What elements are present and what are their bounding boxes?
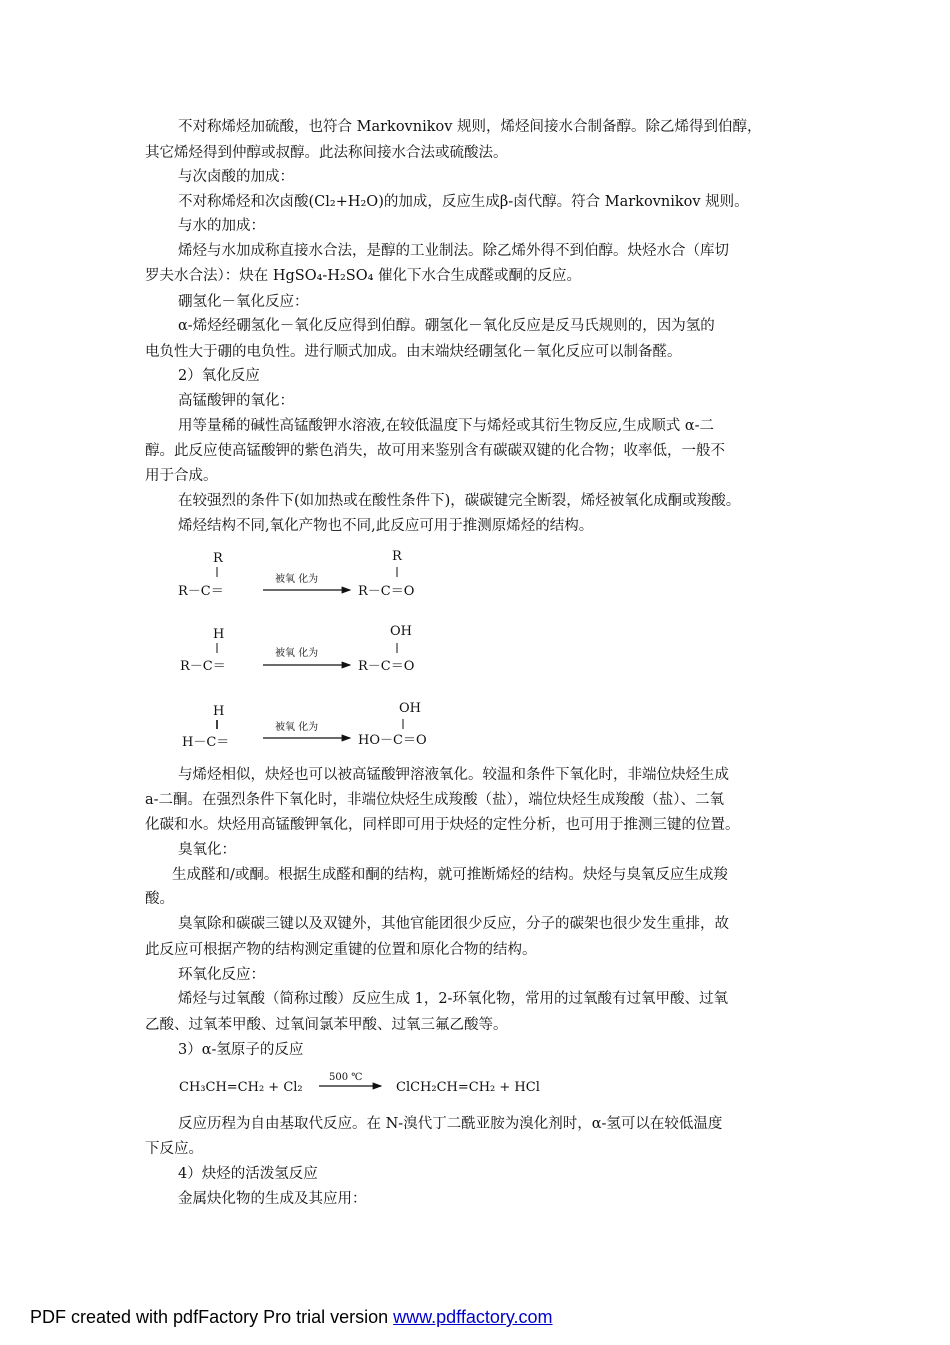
section-heading: 臭氧化： (178, 842, 236, 858)
product-formula: HO－C＝O (358, 733, 427, 748)
section-heading: 高锰酸钾的氧化： (178, 393, 294, 409)
paragraph-line: 乙酸、过氧苯甲酸、过氧间氯苯甲酸、过氧三氟乙酸等。 (145, 1017, 508, 1033)
footer-text: PDF created with pdfFactory Pro trial version (30, 1307, 394, 1327)
paragraph-line: 在较强烈的条件下(如加热或在酸性条件下)，碳碳键完全断裂，烯烃被氧化成酮或羧酸。 (178, 493, 741, 509)
equation-reactants: CH₃CH=CH₂ + Cl₂ (179, 1080, 303, 1095)
paragraph-line: 生成醛和/或酮。根据生成醛和酮的结构，就可推断烯烃的结构。炔烃与臭氧反应生成羧 (172, 867, 728, 883)
paragraph-line: 用等量稀的碱性高锰酸钾水溶液,在较低温度下与烯烃或其衍生物反应,生成顺式 α-二 (178, 418, 715, 434)
paragraph-line: 此反应可根据产物的结构测定重键的位置和原化合物的结构。 (145, 942, 537, 958)
oxidation-reaction-diagram (170, 545, 470, 755)
product-top: OH (399, 701, 421, 716)
reactant-formula: R－C＝ (178, 584, 224, 599)
section-heading: 2）氧化反应 (178, 368, 260, 384)
reaction-row-3 (182, 701, 427, 750)
paragraph-line: 烯烃与水加成称直接水合法，是醇的工业制法。除乙烯外得不到伯醇。炔烃水合（库切 (178, 243, 729, 259)
paragraph-line: 化碳和水。炔烃用高锰酸钾氧化，同样即可用于炔烃的定性分析，也可用于推测三键的位置。 (145, 817, 740, 833)
paragraph-line: 臭氧除和碳碳三键以及双键外，其他官能团很少反应，分子的碳架也很少发生重排，故 (178, 916, 729, 932)
paragraph-line: 烯烃结构不同,氧化产物也不同,此反应可用于推测原烯烃的结构。 (178, 518, 594, 534)
paragraph-line: 下反应。 (145, 1141, 203, 1157)
substituent-top: R (213, 551, 223, 566)
footer-link[interactable]: www.pdffactory.com (393, 1307, 553, 1327)
paragraph-line: 用于合成。 (145, 468, 218, 484)
section-heading: 与水的加成： (178, 218, 265, 234)
paragraph-line: α-烯烃经硼氢化－氧化反应得到伯醇。硼氢化－氧化反应是反马氏规则的，因为氢的 (178, 318, 715, 334)
paragraph-line: 罗夫水合法）：炔在 HgSO₄-H₂SO₄ 催化下水合生成醛或酮的反应。 (145, 268, 582, 284)
paragraph-line: 不对称烯烃加硫酸，也符合 Markovnikov 规则，烯烃间接水合制备醇。除乙烯得到伯醇， (178, 119, 762, 135)
paragraph-line: 不对称烯烃和次卤酸(Cl₂+H₂O)的加成，反应生成β-卤代醇。符合 Markovnikov 规则。 (178, 194, 749, 210)
section-heading: 3）α-氢原子的反应 (178, 1042, 304, 1058)
pdf-footer (30, 1307, 553, 1328)
paragraph-line: 烯烃与过氧酸（简称过酸）反应生成 1，2-环氧化物，常用的过氧酸有过氧甲酸、过氧 (178, 991, 728, 1007)
section-heading: 金属炔化物的生成及其应用： (178, 1191, 367, 1207)
paragraph-line: 反应历程为自由基取代反应。在 N-溴代丁二酰亚胺为溴化剂时，α-氢可以在较低温度 (178, 1116, 723, 1132)
paragraph-line: 其它烯烃得到仲醇或叔醇。此法称间接水合法或硫酸法。 (145, 145, 508, 161)
reactant-formula: R－C＝ (180, 659, 226, 674)
paragraph-line: 与烯烃相似，炔烃也可以被高锰酸钾溶液氧化。较温和条件下氧化时，非端位炔烃生成 (178, 767, 729, 783)
substituent-top: H (213, 627, 225, 642)
product-formula: R－C＝O (358, 584, 415, 599)
section-heading: 环氧化反应： (178, 967, 265, 983)
section-heading: 4）炔烃的活泼氢反应 (178, 1166, 318, 1182)
reaction-row-2 (180, 624, 414, 674)
paragraph-line: a-二酮。在强烈条件下氧化时，非端位炔烃生成羧酸（盐），端位炔烃生成羧酸（盐）、二氧 (145, 792, 725, 808)
reactant-formula: H－C＝ (182, 735, 230, 750)
chlorination-equation (176, 1066, 576, 1106)
product-top: R (392, 549, 402, 564)
arrow-label: 被氧 化为 (275, 722, 319, 733)
paragraph-line: 醇。此反应使高锰酸钾的紫色消失，故可用来鉴别含有碳碳双键的化合物；收率低，一般不 (145, 443, 725, 459)
paragraph-line: 酸。 (145, 891, 174, 907)
arrow-label: 被氧 化为 (275, 648, 319, 659)
reaction-row-1 (178, 549, 414, 599)
equation-products: ClCH₂CH=CH₂ + HCl (396, 1080, 540, 1095)
section-heading: 硼氢化－氧化反应： (178, 294, 309, 310)
arrow-label: 被氧 化为 (275, 574, 319, 585)
paragraph-line: 电负性大于硼的电负性。进行顺式加成。由末端炔经硼氢化－氧化反应可以制备醛。 (145, 344, 682, 360)
product-formula: R－C＝O (358, 659, 415, 674)
section-heading: 与次卤酸的加成： (178, 169, 294, 185)
equation-condition: 500 ℃ (329, 1072, 363, 1083)
substituent-top: H (213, 704, 225, 719)
product-top: OH (390, 624, 412, 639)
